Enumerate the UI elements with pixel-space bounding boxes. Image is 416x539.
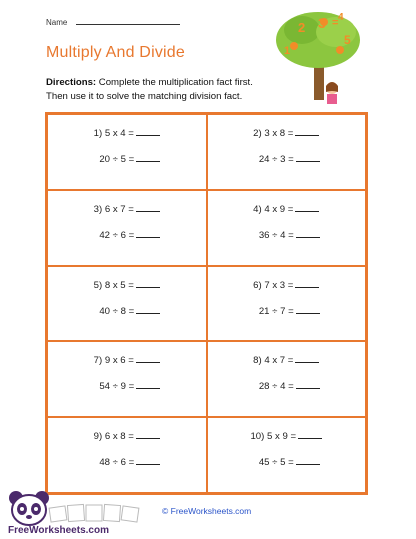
footer-copyright-link[interactable]: © FreeWorksheets.com bbox=[162, 506, 252, 516]
tree-number: = bbox=[332, 17, 339, 29]
name-blank-line[interactable] bbox=[76, 16, 180, 25]
worksheet-title: Multiply And Divide bbox=[46, 44, 185, 61]
answer-blank[interactable] bbox=[136, 229, 160, 238]
answer-blank[interactable] bbox=[295, 203, 319, 212]
answer-blank[interactable] bbox=[298, 430, 322, 439]
worksheet-thumbnails-icon bbox=[48, 503, 148, 525]
answer-blank[interactable] bbox=[295, 127, 319, 136]
multiplication-fact: 2) 3 x 8 = bbox=[208, 127, 366, 139]
directions-line1: Complete the multiplication fact first. bbox=[96, 77, 253, 88]
multiplication-fact: 1) 5 x 4 = bbox=[48, 127, 206, 139]
directions bbox=[46, 76, 296, 103]
multiplication-fact: 6) 7 x 3 = bbox=[208, 279, 366, 291]
division-fact: 54 ÷ 9 = bbox=[48, 380, 206, 392]
multiplication-fact: 8) 4 x 7 = bbox=[208, 354, 366, 366]
name-label: Name bbox=[46, 18, 68, 27]
answer-blank[interactable] bbox=[295, 354, 319, 363]
multiplication-fact: 9) 6 x 8 = bbox=[48, 430, 206, 442]
problem-cell bbox=[47, 114, 207, 190]
tree-illustration-icon bbox=[272, 6, 364, 106]
problem-cell bbox=[47, 341, 207, 417]
multiplication-fact: 5) 8 x 5 = bbox=[48, 279, 206, 291]
answer-blank[interactable] bbox=[296, 380, 320, 389]
division-fact: 21 ÷ 7 = bbox=[208, 305, 366, 317]
answer-blank[interactable] bbox=[136, 203, 160, 212]
tree-number: 5 bbox=[344, 33, 351, 47]
problem-cell bbox=[207, 341, 367, 417]
problem-cell bbox=[207, 266, 367, 342]
answer-blank[interactable] bbox=[296, 153, 320, 162]
division-fact: 45 ÷ 5 = bbox=[208, 456, 366, 468]
problem-cell bbox=[47, 190, 207, 266]
answer-blank[interactable] bbox=[296, 456, 320, 465]
directions-label: Directions: bbox=[46, 77, 97, 88]
tree-number: 3 bbox=[318, 15, 326, 31]
problem-cell bbox=[47, 417, 207, 493]
logo-text: FreeWorksheets.com bbox=[8, 525, 109, 536]
division-fact: 42 ÷ 6 = bbox=[48, 229, 206, 241]
division-fact: 36 ÷ 4 = bbox=[208, 229, 366, 241]
answer-blank[interactable] bbox=[136, 380, 160, 389]
answer-blank[interactable] bbox=[136, 456, 160, 465]
name-row bbox=[46, 16, 180, 27]
answer-blank[interactable] bbox=[296, 229, 320, 238]
answer-blank[interactable] bbox=[136, 305, 160, 314]
division-fact: 28 ÷ 4 = bbox=[208, 380, 366, 392]
division-fact: 24 ÷ 3 = bbox=[208, 153, 366, 165]
multiplication-fact: 10) 5 x 9 = bbox=[208, 430, 366, 442]
answer-blank[interactable] bbox=[136, 153, 160, 162]
division-fact: 20 ÷ 5 = bbox=[48, 153, 206, 165]
tree-number: 4 bbox=[338, 12, 344, 23]
answer-blank[interactable] bbox=[295, 279, 319, 288]
problem-grid bbox=[45, 112, 368, 495]
answer-blank[interactable] bbox=[136, 127, 160, 136]
answer-blank[interactable] bbox=[296, 305, 320, 314]
tree-number: 1 bbox=[284, 45, 291, 57]
answer-blank[interactable] bbox=[136, 430, 160, 439]
problem-cell bbox=[207, 114, 367, 190]
problem-cell bbox=[207, 190, 367, 266]
multiplication-fact: 7) 9 x 6 = bbox=[48, 354, 206, 366]
multiplication-fact: 4) 4 x 9 = bbox=[208, 203, 366, 215]
multiplication-fact: 3) 6 x 7 = bbox=[48, 203, 206, 215]
division-fact: 40 ÷ 8 = bbox=[48, 305, 206, 317]
answer-blank[interactable] bbox=[136, 354, 160, 363]
tree-number: 2 bbox=[298, 20, 306, 35]
answer-blank[interactable] bbox=[136, 279, 160, 288]
problem-cell bbox=[47, 266, 207, 342]
problem-cell bbox=[207, 417, 367, 493]
directions-line2: Then use it to solve the matching division fact. bbox=[46, 90, 243, 102]
division-fact: 48 ÷ 6 = bbox=[48, 456, 206, 468]
